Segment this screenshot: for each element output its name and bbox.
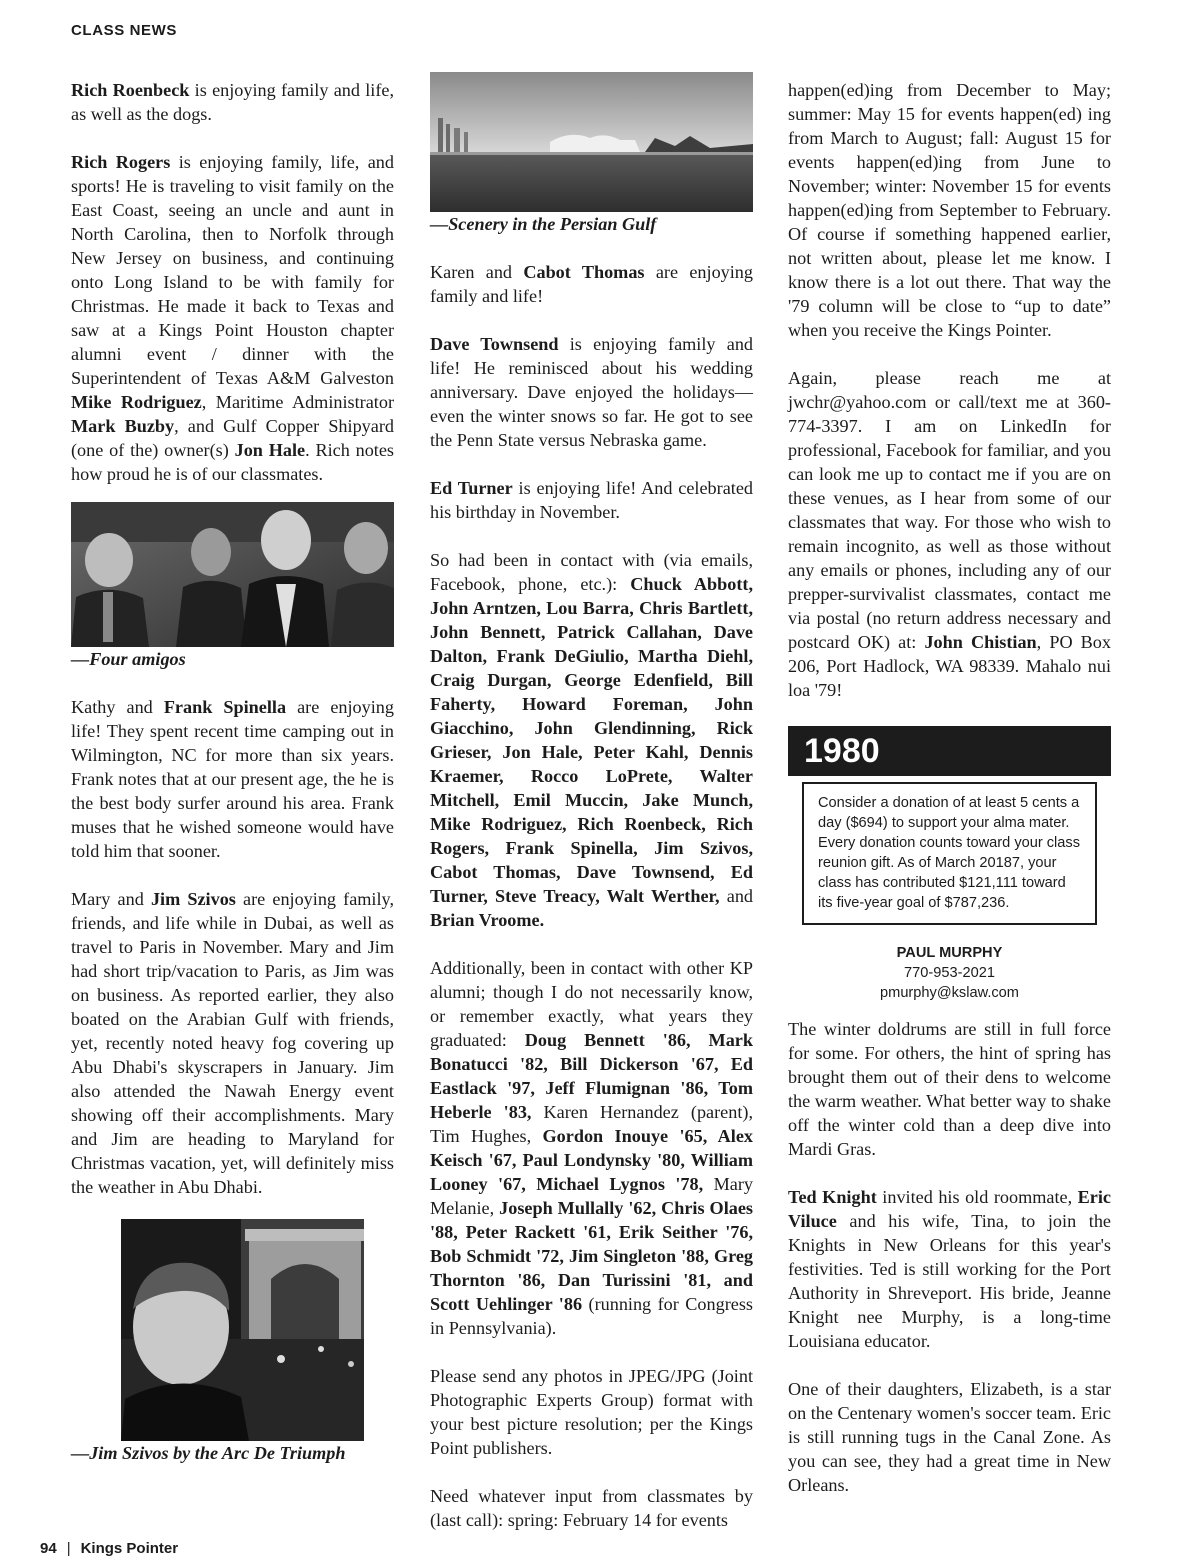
- item-text: , and Gulf Copper Shipyard (one of the) owner(s): [71, 416, 394, 460]
- photo-persian-gulf: [430, 72, 753, 212]
- item-text: , PO Box 206, Port Hadlock, WA 98339. Mahalo nui loa '79!: [788, 632, 1111, 700]
- item-text: invited his old roommate,: [876, 1187, 1078, 1207]
- item-text: and his wife, Tina, to join the Knights in New Orleans for this year's festivities. Ted is still working for the Port Authority in Shreveport. His bride, Jeanne Knight nee Murphy, is a long-time Louisiana educator.: [788, 1211, 1111, 1351]
- classmate-name: Dave Townsend: [430, 334, 559, 354]
- column-1: [71, 78, 394, 1489]
- column-3: [788, 78, 1111, 1521]
- classmate-name: Mark Buzby: [71, 416, 175, 436]
- contact-info: [788, 366, 1111, 702]
- donation-box: Consider a donation of at least 5 cents a day ($694) to support your alma mater. Every donation counts toward your class reunion gift. As of March 20187, your class has contributed $121,111 toward its five-year goal of $787,236.: [802, 782, 1097, 925]
- section-label: CLASS NEWS: [71, 22, 178, 39]
- item-text: are enjoying family and life!: [430, 262, 753, 306]
- classmate-name: Brian Vroome.: [430, 910, 545, 930]
- item-text: Additionally, been in contact with other KP alumni; though I do not necessarily know, or remember exactly, what years they graduated:: [430, 958, 753, 1050]
- news-item: [71, 150, 394, 486]
- news-item: [430, 476, 753, 524]
- classmate-name: Rich Rogers: [71, 152, 171, 172]
- selfie-photo-image: [121, 1219, 364, 1441]
- seascape-photo-image: [430, 72, 753, 212]
- photo-caption: —Four amigos: [71, 649, 186, 669]
- classmate-name: John Chistian: [924, 632, 1037, 652]
- item-text: Kathy and: [71, 697, 164, 717]
- item-text: is enjoying family, life, and sports! He is traveling to visit family on the East Coast, seeing an uncle and aunt in North Carolina, then to Norfolk through New Jersey on business, and continuing onto Long Island to be with family for Christmas. He made it back to Texas and saw at a Kings Point Houston chapter alumni event / dinner with the Superintendent of Texas A&M Galveston: [71, 152, 394, 388]
- page-number: 94: [40, 1540, 57, 1557]
- news-item: [430, 260, 753, 308]
- news-item: [71, 887, 394, 1199]
- item-text: , Maritime Administrator: [201, 392, 394, 412]
- item-text: (running for Congress in Pennsylvania).: [430, 1294, 754, 1338]
- news-item: The winter doldrums are still in full force for some. For others, the hint of spring has brought them out of their dens to welcome the warm weather. What better way to shake off the winter cold than a deep dive into Mardi Gras.: [788, 1019, 1111, 1159]
- classmate-name: Mike Rodriguez: [71, 392, 202, 412]
- classmate-name: Frank Spinella: [163, 697, 287, 717]
- news-item: One of their daughters, Elizabeth, is a star on the Centenary women's soccer team. Eric is still running tugs in the Canal Zone. As you can see, they had a great time in New Orleans.: [788, 1379, 1111, 1495]
- classmate-name: Ted Knight: [788, 1187, 877, 1207]
- item-text: are enjoying family, friends, and life while in Dubai, as well as travel to Paris in November. Mary and Jim had short trip/vacation to Paris, as Jim was on business. As reported earlier, they also boated on the Arabian Gulf with friends, yet, recently noted heavy fog covering up Abu Dhabi's skyscrapers in January. Jim also attended the Nawah Energy event showing off their accomplishments. Mary and Jim are heading to Maryland for Christmas vacation, yet, will definitely miss the weather in Abu Dhabi.: [71, 889, 394, 1197]
- item-text: is enjoying life! And celebrated his birthday in November.: [430, 478, 753, 522]
- item-text: Karen and: [430, 262, 524, 282]
- class-year-header: 1980: [788, 726, 1111, 776]
- classmate-name: Jim Szivos: [150, 889, 236, 909]
- contact-list: [430, 548, 753, 932]
- classmate-name: Rich Roenbeck: [71, 80, 190, 100]
- alumni-names: Joseph Mullally '62, Chris Olaes '88, Peter Rackett '61, Erik Seither '76, Bob Schmidt '72, Jim Singleton '88, Greg Thornton '86, Dan Turissini '81, and Scott Uehlinger '86: [430, 1198, 753, 1314]
- photo-caption: —Scenery in the Persian Gulf: [430, 214, 657, 234]
- news-item: [71, 695, 394, 863]
- item-text: . Rich notes how proud he is of our classmates.: [71, 440, 394, 484]
- footer-separator: |: [66, 1540, 71, 1557]
- news-item: happen(ed)ing from December to May; summer: May 15 for events happen(ed) ing from March to August; fall: August 15 for events happen(ed)ing from June to November; winter: November 15 for events happen(ed)ing from September to February. Of course if something happened earlier, not written about, please let me know. I know there is a lot out there. That way the '79 column will be close to “up to date” when you receive the Kings Pointer.: [788, 80, 1111, 340]
- classmate-name: Cabot Thomas: [523, 262, 645, 282]
- photo-four-amigos: [71, 502, 394, 647]
- column-2: [430, 72, 753, 1556]
- correspondent-phone: 770-953-2021: [904, 965, 995, 981]
- alumni-list: [430, 956, 753, 1340]
- correspondent-name: PAUL MURPHY: [896, 945, 1003, 961]
- item-text: So had been in contact with (via emails, Facebook, phone, etc.):: [430, 550, 753, 594]
- news-item: Need whatever input from classmates by (last call): spring: February 14 for events: [430, 1486, 753, 1530]
- classmate-name: Ed Turner: [430, 478, 513, 498]
- item-text: and: [719, 886, 754, 906]
- news-item: [788, 1185, 1111, 1353]
- news-item: Please send any photos in JPEG/JPG (Joint Photographic Experts Group) format with your best picture resolution; per the Kings Point publishers.: [430, 1366, 753, 1458]
- photo-caption: —Jim Szivos by the Arc De Triumph: [71, 1443, 346, 1463]
- classmate-name: Eric Viluce: [788, 1187, 1112, 1231]
- publication-name: Kings Pointer: [80, 1540, 179, 1557]
- item-text: are enjoying life! They spent recent time camping out in Wilmington, NC for more than six years. Frank notes that at our present age, the he is the best body surfer around his area. Frank muses that he wished someone would have told him that sooner.: [71, 697, 394, 861]
- item-text: Again, please reach me at jwchr@yahoo.com or call/text me at 360-774-3397. I am on LinkedIn for professional, Facebook for familiar, and you can look me up to contact me if you are on these venues, as I hear from some of our classmates that way. For those who wish to remain incognito, as well as those without any emails or phones, including any of our prepper-survivalist classmates, contact me via postal (no return address necessary and postcard OK) at:: [788, 368, 1112, 652]
- news-item: [71, 78, 394, 126]
- alumni-names: Gordon Inouye '65, Alex Keisch '67, Paul Londynsky '80, William Looney '67, Michael Lygnos '78,: [430, 1126, 753, 1194]
- item-text: is enjoying family and life, as well as the dogs.: [71, 80, 394, 124]
- item-text: Mary Melanie,: [430, 1174, 753, 1218]
- item-text: is enjoying family and life! He reminisced about his wedding anniversary. Dave enjoyed the holidays—even the winter snows so far. He got to see the Penn State versus Nebraska game.: [430, 334, 754, 450]
- alumni-names: Doug Bennett '86, Mark Bonatucci '82, Bill Dickerson '67, Ed Eastlack '97, Jeff Flumignan '86, Tom Heberle '83,: [430, 1030, 753, 1122]
- photo-arc-de-triomphe: [121, 1219, 364, 1441]
- item-text: Mary and: [71, 889, 151, 909]
- correspondent-email: pmurphy@kslaw.com: [880, 985, 1019, 1001]
- class-correspondent: [788, 943, 1111, 1003]
- group-photo-image: [71, 502, 394, 647]
- page-footer: [40, 1540, 178, 1557]
- classmate-names: Chuck Abbott, John Arntzen, Lou Barra, Chris Bartlett, John Bennett, Patrick Callahan, Dave Dalton, Frank DeGiulio, Martha Diehl, Craig Durgan, George Edenfield, Bill Faherty, Howard Foreman, John Giacchino, John Glendinning, Rick Grieser, Jon Hale, Peter Kahl, Dennis Kraemer, Rocco LoPrete, Walter Mitchell, Emil Muccin, Jake Munch, Mike Rodriguez, Rich Roenbeck, Rich Rogers, Frank Spinella, Jim Szivos, Cabot Thomas, Dave Townsend, Ed Turner, Steve Treacy, Walt Werther,: [430, 574, 754, 906]
- item-text: Karen Hernandez (parent), Tim Hughes,: [430, 1102, 753, 1146]
- classmate-name: Jon Hale: [234, 440, 306, 460]
- news-item: [430, 332, 753, 452]
